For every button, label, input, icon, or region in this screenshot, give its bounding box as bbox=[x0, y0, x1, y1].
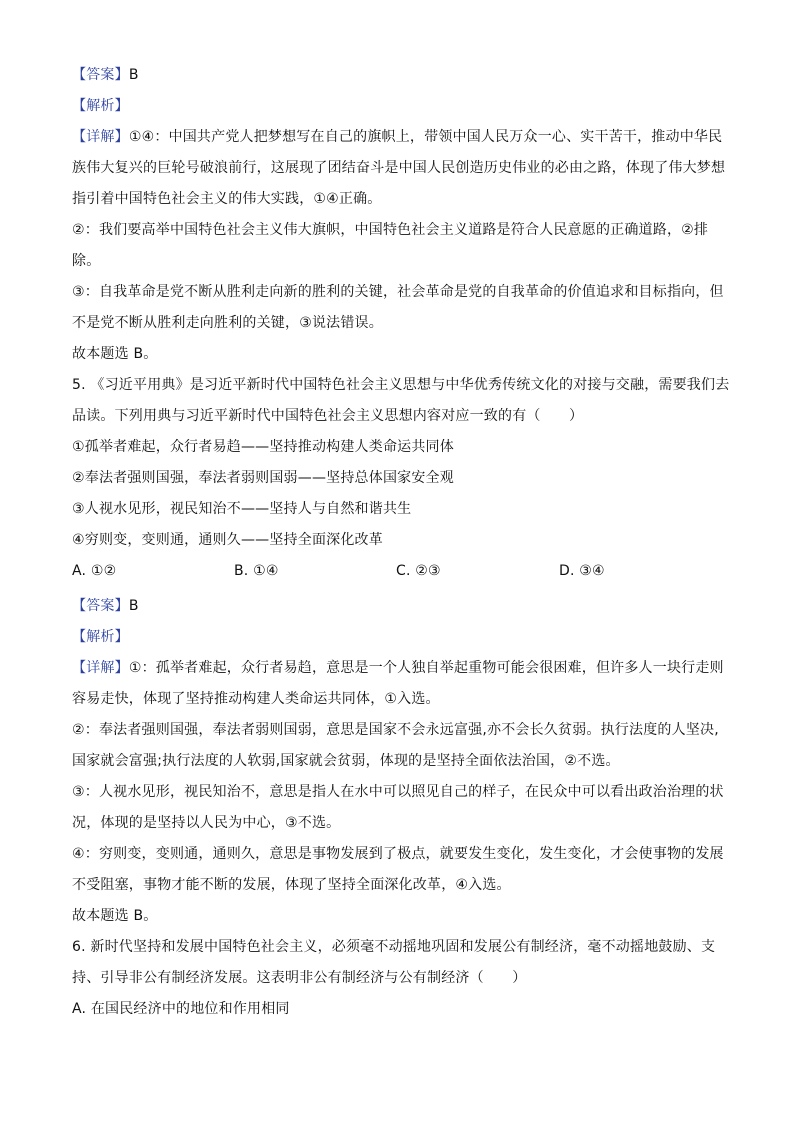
text-line: ③：自我革命是党不断从胜利走向新的胜利的关键，社会革命是党的自我革命的价值追求和目标指向，但 bbox=[72, 284, 724, 300]
q5-detail-line bbox=[72, 659, 732, 677]
text-line: 不受阻塞，事物才能不断的发展，体现了坚持全面深化改革，④入选。 bbox=[72, 877, 511, 893]
text-line: 指引着中国特色社会主义的伟大实践，①④正确。 bbox=[72, 191, 382, 207]
analysis-tag: 【解析】 bbox=[72, 629, 129, 645]
answer-tag: 【答案】 bbox=[72, 598, 129, 614]
conclusion-line: 故本题选 B。 bbox=[72, 346, 158, 362]
q5-stem-line: 品读。下列用典与习近平新时代中国特色社会主义思想内容对应一致的有（ ） bbox=[72, 408, 584, 424]
q4-analysis-heading bbox=[72, 97, 732, 115]
text-line: 国家就会富强;执行法度的人软弱,国家就会贫弱，体现的是坚持全面依法治国，②不选。 bbox=[72, 753, 620, 769]
q5-item: ②奉法者强则国强，奉法者弱则国弱——坚持总体国家安全观 bbox=[72, 470, 454, 486]
q5-analysis-heading bbox=[72, 628, 732, 646]
detail-tag: 【详解】 bbox=[72, 660, 129, 676]
q5-item: ③人视水见形，视民知治不——坚持人与自然和谐共生 bbox=[72, 501, 412, 517]
answer-value: B bbox=[128, 598, 139, 614]
q4-answer-line bbox=[72, 66, 732, 84]
text-line: ②：我们要高举中国特色社会主义伟大旗帜，中国特色社会主义道路是符合人民意愿的正确道路，②排 bbox=[72, 222, 709, 238]
analysis-tag: 【解析】 bbox=[72, 98, 129, 114]
text-line: 除。 bbox=[72, 253, 101, 269]
text-line: 族伟大复兴的巨轮号破浪前行，这展现了团结奋斗是中国人民创造历史伟业的必由之路，体现了伟大梦想 bbox=[72, 160, 726, 176]
detail-tag: 【详解】 bbox=[72, 129, 129, 145]
option-b: B. ①④ bbox=[234, 563, 279, 579]
q5-item: ④穷则变，变则通，通则久——坚持全面深化改革 bbox=[72, 532, 383, 548]
text-line: 容易走快，体现了坚持推动构建人类命运共同体，①入选。 bbox=[72, 691, 440, 707]
q6-option-a: A. 在国民经济中的地位和作用相同 bbox=[72, 1001, 290, 1017]
q4-detail-line bbox=[72, 128, 732, 146]
text-line: ②：奉法者强则国强，奉法者弱则国弱，意思是国家不会永远富强,亦不会长久贫弱。执行法度的人坚决, bbox=[72, 722, 719, 738]
q6-stem-line: 6. 新时代坚持和发展中国特色社会主义，必须毫不动摇地巩固和发展公有制经济，毫不动摇地鼓励、支 bbox=[72, 939, 716, 955]
option-c: C. ②③ bbox=[396, 563, 441, 579]
q5-item: ①孤举者难起，众行者易趋——坚持推动构建人类命运共同体 bbox=[72, 439, 454, 455]
text-line: 不是党不断从胜利走向胜利的关键，③说法错误。 bbox=[72, 315, 383, 331]
answer-value: B bbox=[128, 67, 139, 83]
q5-answer-line bbox=[72, 597, 732, 615]
text-line: 况，体现的是坚持以人民为中心，③不选。 bbox=[72, 815, 341, 831]
text-line: ④：穷则变，变则通，通则久，意思是事物发展到了极点，就要发生变化，发生变化，才会使事物的发展 bbox=[72, 846, 724, 862]
q6-stem-line: 持、引导非公有制经济发展。这表明非公有制经济与公有制经济（ ） bbox=[72, 970, 527, 986]
option-a: A. ①② bbox=[72, 563, 117, 579]
text-line: ③：人视水见形，视民知治不，意思是指人在水中可以照见自己的样子，在民众中可以看出政治治理的状 bbox=[72, 784, 724, 800]
conclusion-line: 故本题选 B。 bbox=[72, 908, 158, 924]
option-d: D. ③④ bbox=[559, 563, 605, 579]
q5-stem-line: 5. 《习近平用典》是习近平新时代中国特色社会主义思想与中华优秀传统文化的对接与交融，需要我们去 bbox=[72, 377, 730, 393]
text-line: ①：孤举者难起，众行者易趋，意思是一个人独自举起重物可能会很困难，但许多人一块行走则 bbox=[128, 660, 724, 676]
answer-tag: 【答案】 bbox=[72, 67, 129, 83]
text-line: ①④：中国共产党人把梦想写在自己的旗帜上，带领中国人民万众一心、实干苦干，推动中华民 bbox=[128, 129, 723, 145]
